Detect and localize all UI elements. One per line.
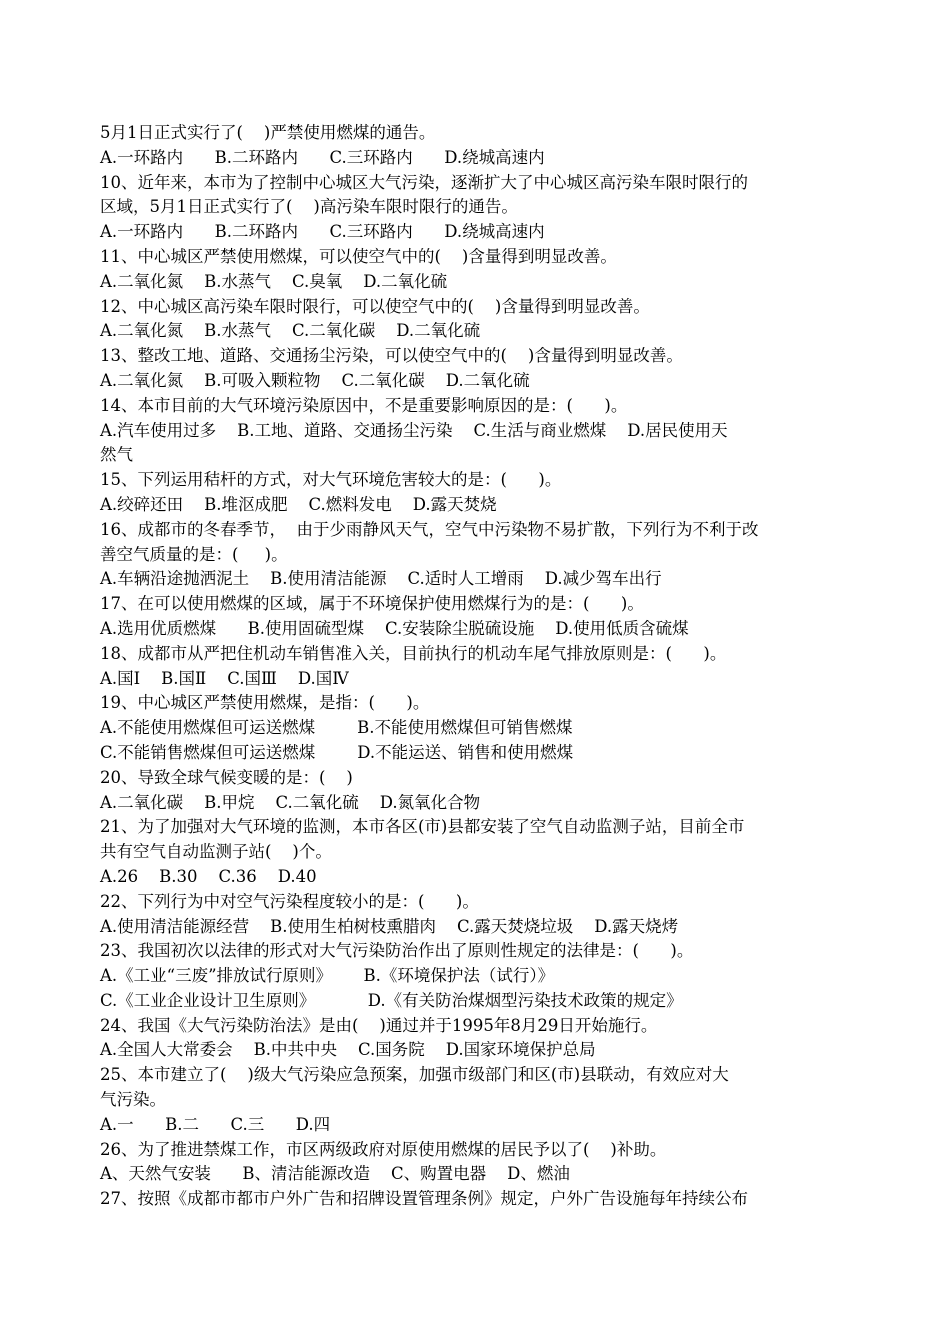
text-line: 27、按照《成都市都市户外广告和招牌设置管理条例》规定，户外广告设施每年持续公布 [100,1189,748,1209]
text-line: A.二氧化碳 B.甲烷 C.二氧化硫 D.氮氧化合物 [100,792,481,812]
text-line: A.汽车使用过多 B.工地、道路、交通扬尘污染 C.生活与商业燃煤 D.居民使用天 [100,420,728,440]
text-line: A.二氧化氮 B.可吸入颗粒物 C.二氧化碳 D.二氧化硫 [100,370,530,390]
text-line: 22、下列行为中对空气污染程度较小的是：( )。 [100,891,479,911]
text-line: A.一环路内 B.二环路内 C.三环路内 D.绕城高速内 [100,222,545,242]
text-line: 12、中心城区高污染车限时限行，可以使空气中的( )含量得到明显改善。 [100,296,650,316]
text-line: A.一 B.二 C.三 D.四 [100,1114,331,1134]
text-line: A.选用优质燃煤 B.使用固硫型煤 C.安装除尘脱硫设施 D.使用低质含硫煤 [100,618,689,638]
text-line: 共有空气自动监测子站( )个。 [100,842,332,862]
text-line: 16、成都市的冬春季节， 由于少雨静风天气，空气中污染物不易扩散，下列行为不利于改 [100,519,759,539]
text-line: 26、为了推进禁煤工作，市区两级政府对原使用燃煤的居民予以了( )补助。 [100,1139,667,1159]
text-line: 21、为了加强对大气环境的监测，本市各区(市)县都安装了空气自动监测子站，目前全市 [100,817,745,837]
text-line: 23、我国初次以法律的形式对大气污染防治作出了原则性规定的法律是：( )。 [100,941,694,961]
text-line: A.《工业“三废”排放试行原则》 B.《环境保护法（试行）》 [100,966,555,986]
text-line: A.全国人大常委会 B.中共中央 C.国务院 D.国家环境保护总局 [100,1040,596,1060]
text-line: 5月1日正式实行了( )严禁使用燃煤的通告。 [100,123,436,142]
text-line: 19、中心城区严禁使用燃煤，是指：( )。 [100,693,430,713]
text-line: 13、整改工地、道路、交通扬尘污染，可以使空气中的( )含量得到明显改善。 [100,346,683,366]
text-line: A.车辆沿途抛洒泥土 B.使用清洁能源 C.适时人工增雨 D.减少驾车出行 [100,569,662,589]
text-line: 15、下列运用秸杆的方式，对大气环境危害较大的是：( )。 [100,470,562,490]
text-line: A.二氧化氮 B.水蒸气 C.二氧化碳 D.二氧化硫 [100,321,481,341]
text-line: 善空气质量的是：( )。 [100,544,288,564]
text-line: A.一环路内 B.二环路内 C.三环路内 D.绕城高速内 [100,147,545,167]
text-line: 区域，5月1日正式实行了( )高污染车限时限行的通告。 [100,197,518,217]
text-line: 20、导致全球气候变暖的是：( ) [100,767,353,787]
text-line: A.绞碎还田 B.堆沤成肥 C.燃料发电 D.露天焚烧 [100,494,497,514]
text-line: A.不能使用燃煤但可运送燃煤 B.不能使用燃煤但可销售燃煤 [100,718,573,738]
text-line: 11、中心城区严禁使用燃煤，可以使空气中的( )含量得到明显改善。 [100,246,617,266]
text-line: 25、本市建立了( )级大气污染应急预案，加强市级部门和区(市)县联动，有效应对大 [100,1065,729,1085]
text-line: 然气 [100,445,133,465]
text-line: A.26 B.30 C.36 D.40 [100,866,317,886]
text-line: C.《工业企业设计卫生原则》 D.《有关防治煤烟型污染技术政策的规定》 [100,990,683,1010]
text-line: 17、在可以使用燃煤的区域，属于不环境保护使用燃煤行为的是：( )。 [100,594,644,614]
text-line: 气污染。 [100,1090,166,1110]
document-page [100,121,860,1212]
text-line: A.国Ⅰ B.国Ⅱ C.国Ⅲ D.国Ⅳ [100,668,349,688]
text-line: 18、成都市从严把住机动车销售准入关，目前执行的机动车尾气排放原则是：( )。 [100,643,727,663]
text-line: A.二氧化氮 B.水蒸气 C.臭氧 D.二氧化硫 [100,271,448,291]
text-line: 10、近年来，本市为了控制中心城区大气污染，逐渐扩大了中心城区高污染车限时限行的 [100,172,748,192]
text-line: A、天然气安装 B、清洁能源改造 C、购置电器 D、燃油 [100,1164,570,1184]
text-line: 14、本市目前的大气环境污染原因中，不是重要影响原因的是：( )。 [100,395,628,415]
text-line: 24、我国《大气污染防治法》是由( )通过并于1995年8月29日开始施行。 [100,1015,658,1035]
text-line: A.使用清洁能源经营 B.使用生柏树枝熏腊肉 C.露天焚烧垃圾 D.露天烧烤 [100,916,679,936]
text-line: C.不能销售燃煤但可运送燃煤 D.不能运送、销售和使用燃煤 [100,742,574,762]
